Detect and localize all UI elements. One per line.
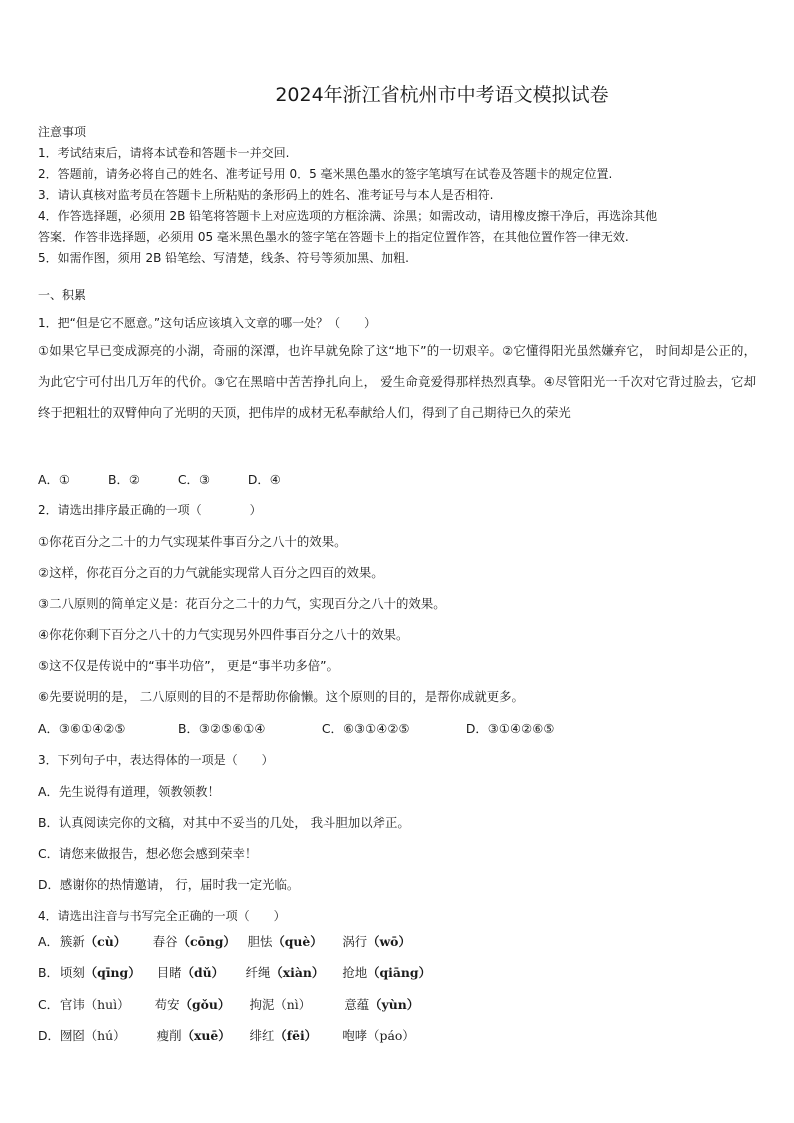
notes-item: 2．答题前，请务必将自己的姓名、准考证号用 0．5 毫米黑色墨水的签字笔填写在试卷及答题卡的规定位置. bbox=[38, 167, 613, 181]
question-4-stem: 4．请选出注音与书写完全正确的一项（ ） bbox=[38, 909, 286, 923]
question-3-stem: 3．下列句子中，表达得体的一项是（ ） bbox=[38, 753, 274, 767]
question-2-item: ②这样，你花百分之百的力气就能实现常人百分之四百的效果。 bbox=[38, 565, 384, 580]
pinyin: （qiāng） bbox=[367, 965, 431, 980]
word: 簇新 bbox=[60, 934, 85, 949]
option-a[interactable]: A．① bbox=[38, 472, 70, 487]
notes-heading: 注意事项 bbox=[38, 125, 87, 139]
notes-item: 4．作答选择题，必须用 2B 铅笔将答题卡上对应选项的方框涂满、涂黑；如需改动，请用橡皮擦干净后，再选涂其他 bbox=[38, 209, 658, 223]
option-d[interactable]: D．囫囵（hú） 瘦削（xuē） 绯红（fēi） 咆哮（páo） bbox=[38, 1028, 415, 1043]
option-c[interactable]: C．③ bbox=[177, 472, 211, 487]
question-2-stem: 2．请选出排序最正确的一项（ ） bbox=[38, 503, 262, 517]
notes-section bbox=[38, 122, 756, 269]
word: 春谷 bbox=[152, 934, 178, 949]
question-1-passage: ①如果它早已变成源亮的小湖，奇丽的深潭，也许早就免除了这“地下”的一切艰辛。②它懂得阳光虽然嫌弃它， 时间却是公正的， 为此它宁可付出几万年的代价。③它在黑暗中苦苦挣扎向上， 爱生命竟爱得那样热烈真挚。④尽管阳光一千次对它背过脸去，它却终于把粗壮的双臂伸向了光明的天顶，把伟岸的成材无私奉献给人们，得到了自己期待已久的荣光 bbox=[38, 343, 756, 420]
option-b[interactable]: B．认真阅读完你的文稿，对其中不妥当的几处， 我斗胆加以斧正。 bbox=[38, 815, 410, 830]
word: 顷刻 bbox=[60, 965, 85, 980]
notes-item: 5．如需作图，须用 2B 铅笔绘、写清楚，线条、符号等须加黑、加粗. bbox=[38, 251, 409, 265]
pinyin: （hú） bbox=[84, 1028, 126, 1043]
word: 目睹 bbox=[156, 965, 182, 980]
word: 拘泥 bbox=[249, 997, 275, 1012]
option-b[interactable]: B．顷刻（qīng） 目睹（dǔ） 纤绳（xiàn） 抢地（qiāng） bbox=[38, 965, 431, 980]
word: 咆哮 bbox=[342, 1028, 368, 1043]
option-a[interactable]: A．先生说得有道理，领教领教！ bbox=[38, 784, 220, 799]
pinyin: （fēi） bbox=[274, 1028, 318, 1043]
option-c[interactable]: C．⑥③①④②⑤ bbox=[321, 721, 410, 736]
notes-item: 答案．作答非选择题，必须用 05 毫米黑色墨水的签字笔在答题卡上的指定位置作答，在其他位置作答一律无效. bbox=[38, 230, 629, 244]
notes-item: 3．请认真核对监考员在答题卡上所粘贴的条形码上的姓名、准考证号与本人是否相符. bbox=[38, 188, 494, 202]
question-1 bbox=[38, 314, 756, 428]
pinyin: （huì） bbox=[84, 997, 130, 1012]
question-2-item: ⑥先要说明的是， 二八原则的目的不是帮助你偷懒。这个原则的目的，是帮你成就更多。 bbox=[38, 689, 524, 704]
pinyin: （qīng） bbox=[84, 965, 141, 980]
option-a[interactable]: A．簇新（cù） 春谷（cōng） 胆怯（què） 涡行（wō） bbox=[38, 934, 411, 949]
option-b[interactable]: B．③②⑤⑥①④ bbox=[177, 721, 266, 736]
section-heading: 一、积累 bbox=[38, 288, 87, 302]
word: 苟安 bbox=[154, 997, 180, 1012]
word: 意蕴 bbox=[344, 997, 370, 1012]
option-d[interactable]: D．③①④②⑥⑤ bbox=[465, 721, 555, 736]
pinyin: （què） bbox=[272, 934, 323, 949]
option-d[interactable]: D．感谢你的热情邀请， 行，届时我一定光临。 bbox=[38, 877, 300, 892]
option-a[interactable]: A．③⑥①④②⑤ bbox=[38, 721, 126, 736]
pinyin: （páo） bbox=[367, 1028, 415, 1043]
question-2-item: ③二八原则的简单定义是：花百分之二十的力气，实现百分之八十的效果。 bbox=[38, 596, 446, 611]
word: 纤绳 bbox=[245, 965, 271, 980]
pinyin: （xuē） bbox=[181, 1028, 231, 1043]
pinyin: （dǔ） bbox=[181, 965, 225, 980]
option-d[interactable]: D．④ bbox=[247, 472, 281, 487]
pinyin: （gǒu） bbox=[179, 997, 231, 1012]
word: 绯红 bbox=[249, 1028, 275, 1043]
question-1-stem: 1．把“但是它不愿意。”这句话应该填入文章的哪一处？（ ） bbox=[38, 316, 377, 330]
notes-item: 1．考试结束后，请将本试卷和答题卡一并交回. bbox=[38, 146, 290, 160]
option-b[interactable]: B．② bbox=[107, 472, 140, 487]
pinyin: （xiàn） bbox=[270, 965, 325, 980]
question-2-item: ④你花你剩下百分之八十的力气实现另外四件事百分之八十的效果。 bbox=[38, 627, 409, 642]
question-2-item: ①你花百分之二十的力气实现某件事百分之八十的效果。 bbox=[38, 534, 347, 549]
pinyin: （wō） bbox=[367, 934, 411, 949]
pinyin: （cōng） bbox=[177, 934, 236, 949]
word: 囫囵 bbox=[60, 1028, 85, 1043]
question-2-options bbox=[38, 719, 756, 737]
word: 瘦削 bbox=[156, 1028, 182, 1043]
word: 胆怯 bbox=[247, 934, 273, 949]
pinyin: （cù） bbox=[84, 934, 127, 949]
word: 涡行 bbox=[342, 934, 368, 949]
pinyin: （nì） bbox=[274, 997, 312, 1012]
option-c[interactable]: C．请您来做报告，想必您会感到荣幸！ bbox=[38, 846, 258, 861]
word: 抢地 bbox=[342, 965, 368, 980]
question-2-item: ⑤这不仅是传说中的“事半功倍”， 更是“事半功多倍”。 bbox=[38, 658, 339, 673]
pinyin: （yùn） bbox=[369, 997, 420, 1012]
word: 官讳 bbox=[60, 997, 85, 1012]
option-c[interactable]: C．官讳（huì） 苟安（gǒu） 拘泥（nì） 意蕴（yùn） bbox=[38, 997, 420, 1012]
question-1-options bbox=[38, 470, 756, 488]
page-title: 2024年浙江省杭州市中考语文模拟试卷 bbox=[275, 84, 609, 106]
